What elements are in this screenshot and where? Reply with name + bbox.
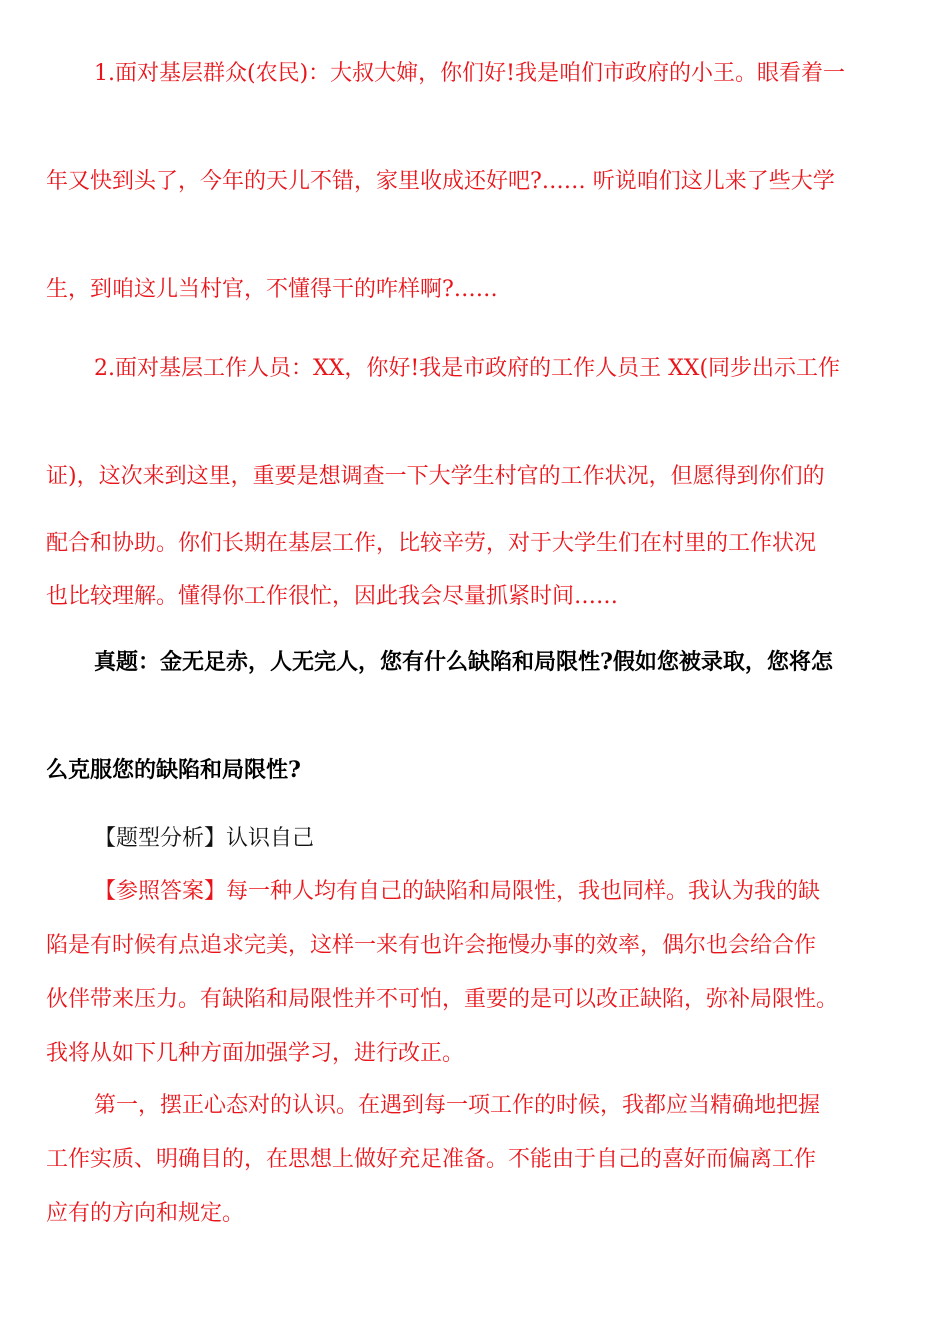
reference-answer-line-3: 伙伴带来压力。有缺陷和局限性并不可怕，重要的是可以改正缺陷，弥补局限性。: [46, 987, 839, 1012]
paragraph-2-line-1: 2.面对基层工作人员：XX，你好!我是市政府的工作人员王 XX(同步出示工作: [94, 356, 841, 381]
paragraph-2-line-3: 配合和协助。你们长期在基层工作，比较辛劳，对于大学生们在村里的工作状况: [46, 531, 817, 556]
point-1-line-1: 第一，摆正心态对的认识。在遇到每一项工作的时候，我都应当精确地把握: [94, 1093, 821, 1118]
reference-answer-line-4: 我将从如下几种方面加强学习，进行改正。: [46, 1041, 465, 1066]
type-analysis: 【题型分析】认识自己: [94, 826, 315, 851]
paragraph-2-line-4: 也比较理解。懂得你工作很忙，因此我会尽量抓紧时间……: [46, 584, 619, 609]
reference-answer-line-1: [94, 876, 906, 908]
paragraph-1-line-2: 年又快到头了，今年的天儿不错，家里收成还好吧?…… 听说咱们这儿来了些大学: [46, 169, 835, 194]
question-line-2: 么克服您的缺陷和局限性?: [46, 757, 301, 783]
point-1-line-2: 工作实质、明确目的，在思想上做好充足准备。不能由于自己的喜好而偏离工作: [46, 1147, 817, 1172]
paragraph-2-line-2: 证)，这次来到这里，重要是想调查一下大学生村官的工作状况，但愿得到你们的: [46, 464, 825, 489]
point-1-line-3: 应有的方向和规定。: [46, 1201, 245, 1226]
reference-answer-text: 每一种人均有自己的缺陷和局限性，我也同样。我认为我的缺: [226, 879, 821, 904]
reference-answer-line-2: 陷是有时候有点追求完美，这样一来有也许会拖慢办事的效率，偶尔也会给合作: [46, 933, 817, 958]
question-line-1: 真题：金无足赤，人无完人，您有什么缺陷和局限性?假如您被录取，您将怎: [94, 649, 833, 675]
paragraph-1-line-1: 1.面对基层群众(农民)：大叔大婶，你们好!我是咱们市政府的小王。眼看着一: [94, 61, 845, 86]
reference-answer-tag: 【参照答案】: [94, 879, 227, 904]
paragraph-1-line-3: 生，到咱这儿当村官，不懂得干的咋样啊?……: [46, 277, 498, 302]
